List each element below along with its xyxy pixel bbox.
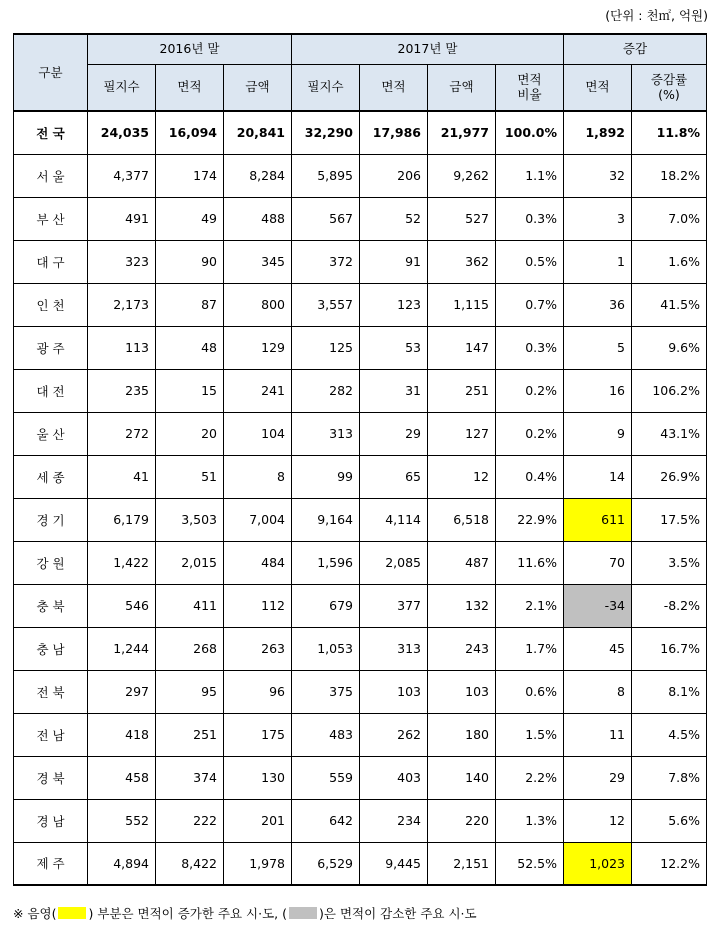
table-row [14,197,707,240]
footnote-suffix: )은 면적이 감소한 주요 시·도 [319,906,477,921]
cell-2017-area-ratio: 22.9% [496,498,564,541]
cell-2017-area-ratio: 0.6% [496,670,564,713]
table-row [14,799,707,842]
cell-2016-parcels: 272 [88,412,156,455]
cell-change-area: 70 [564,541,632,584]
cell-change-rate: 8.1% [632,670,707,713]
cell-2017-parcels: 125 [292,326,360,369]
cell-2017-parcels: 372 [292,240,360,283]
header-change-rate-line1: 증감률 [650,71,688,87]
cell-2016-amount: 201 [224,799,292,842]
cell-2017-area: 91 [360,240,428,283]
row-label: 경 남 [14,799,88,842]
cell-2017-parcels: 282 [292,369,360,412]
cell-2016-amount: 345 [224,240,292,283]
gray-swatch [289,907,317,919]
row-label: 서 울 [14,154,88,197]
header-2017: 2017년 말 [292,34,564,64]
row-label: 세 종 [14,455,88,498]
cell-change-area: 9 [564,412,632,455]
cell-change-area: 45 [564,627,632,670]
table-row [14,240,707,283]
cell-2017-parcels: 1,596 [292,541,360,584]
cell-2016-parcels: 1,422 [88,541,156,584]
cell-2016-area: 95 [156,670,224,713]
cell-2017-amount: 487 [428,541,496,584]
cell-2017-area-ratio: 100.0% [496,111,564,154]
row-label: 부 산 [14,197,88,240]
cell-2016-area: 20 [156,412,224,455]
cell-change-rate: 17.5% [632,498,707,541]
cell-change-area: 1,023 [564,842,632,885]
table-row [14,670,707,713]
cell-change-rate: 12.2% [632,842,707,885]
cell-2016-area: 251 [156,713,224,756]
cell-change-rate: 26.9% [632,455,707,498]
cell-2017-area: 206 [360,154,428,197]
cell-2017-amount: 362 [428,240,496,283]
table-row [14,283,707,326]
cell-2017-amount: 21,977 [428,111,496,154]
cell-2017-area: 29 [360,412,428,455]
cell-2017-area-ratio: 1.5% [496,713,564,756]
footnote-mid: ) 부분은 면적이 증가한 주요 시·도, ( [88,906,288,921]
cell-change-area: 32 [564,154,632,197]
cell-change-rate: 1.6% [632,240,707,283]
cell-2017-area: 31 [360,369,428,412]
table-row-total [14,111,707,154]
table-body [14,111,707,885]
cell-2017-parcels: 559 [292,756,360,799]
cell-2017-area: 65 [360,455,428,498]
cell-2017-area: 2,085 [360,541,428,584]
cell-2017-area-ratio: 1.1% [496,154,564,197]
cell-2016-area: 51 [156,455,224,498]
header-area-ratio-line1: 면적 [517,71,542,87]
cell-2017-area-ratio: 0.3% [496,197,564,240]
cell-2016-amount: 175 [224,713,292,756]
cell-2016-parcels: 323 [88,240,156,283]
cell-change-rate: -8.2% [632,584,707,627]
cell-2017-parcels: 6,529 [292,842,360,885]
cell-2016-amount: 1,978 [224,842,292,885]
cell-2016-area: 411 [156,584,224,627]
table-row [14,713,707,756]
cell-2016-parcels: 24,035 [88,111,156,154]
row-label: 전 북 [14,670,88,713]
header-2017-parcels: 필지수 [292,64,360,111]
header-change-area: 면적 [564,64,632,111]
cell-2017-area-ratio: 1.7% [496,627,564,670]
cell-change-area: 12 [564,799,632,842]
cell-2017-area: 17,986 [360,111,428,154]
table-row [14,326,707,369]
row-label: 울 산 [14,412,88,455]
table-row [14,584,707,627]
row-label: 경 기 [14,498,88,541]
cell-2016-area: 87 [156,283,224,326]
cell-change-rate: 43.1% [632,412,707,455]
cell-2017-parcels: 483 [292,713,360,756]
cell-2017-area: 403 [360,756,428,799]
cell-2016-parcels: 458 [88,756,156,799]
cell-2016-area: 3,503 [156,498,224,541]
cell-2016-area: 374 [156,756,224,799]
cell-2016-parcels: 546 [88,584,156,627]
footnote-prefix: ※ 음영( [13,906,57,921]
header-change-rate-line2: (%) [658,87,680,103]
cell-2017-amount: 6,518 [428,498,496,541]
cell-2017-area: 377 [360,584,428,627]
cell-2016-parcels: 552 [88,799,156,842]
cell-change-rate: 9.6% [632,326,707,369]
cell-change-area: 611 [564,498,632,541]
header-2017-amount: 금액 [428,64,496,111]
cell-2017-area: 4,114 [360,498,428,541]
cell-2017-area-ratio: 0.4% [496,455,564,498]
cell-2017-parcels: 1,053 [292,627,360,670]
cell-2016-parcels: 1,244 [88,627,156,670]
cell-2016-parcels: 4,894 [88,842,156,885]
cell-change-area: 16 [564,369,632,412]
header-area-ratio-line2: 비율 [517,87,542,103]
cell-2016-area: 222 [156,799,224,842]
cell-change-rate: 41.5% [632,283,707,326]
cell-2016-area: 268 [156,627,224,670]
cell-2016-amount: 112 [224,584,292,627]
cell-change-rate: 11.8% [632,111,707,154]
cell-2016-area: 8,422 [156,842,224,885]
header-change: 증감 [564,34,707,64]
cell-2016-area: 174 [156,154,224,197]
cell-2016-amount: 800 [224,283,292,326]
land-statistics-table [13,33,707,886]
cell-2017-amount: 127 [428,412,496,455]
cell-2017-parcels: 642 [292,799,360,842]
cell-change-area: 36 [564,283,632,326]
cell-2016-parcels: 4,377 [88,154,156,197]
cell-2016-area: 90 [156,240,224,283]
cell-2017-amount: 9,262 [428,154,496,197]
header-2017-area: 면적 [360,64,428,111]
cell-2017-parcels: 99 [292,455,360,498]
cell-2017-parcels: 375 [292,670,360,713]
cell-change-rate: 18.2% [632,154,707,197]
unit-note: (단위 : 천㎡, 억원) [605,8,708,23]
cell-2016-amount: 488 [224,197,292,240]
cell-2016-area: 48 [156,326,224,369]
table-row [14,842,707,885]
cell-change-rate: 5.6% [632,799,707,842]
footnote [13,904,477,922]
cell-2016-parcels: 491 [88,197,156,240]
cell-2016-parcels: 113 [88,326,156,369]
cell-2017-area-ratio: 0.2% [496,412,564,455]
cell-2017-amount: 220 [428,799,496,842]
cell-2017-amount: 1,115 [428,283,496,326]
cell-2017-amount: 527 [428,197,496,240]
table-row [14,369,707,412]
cell-2016-parcels: 2,173 [88,283,156,326]
cell-2017-area: 53 [360,326,428,369]
cell-2016-amount: 8 [224,455,292,498]
cell-change-area: 8 [564,670,632,713]
cell-change-area: 3 [564,197,632,240]
cell-change-area: 29 [564,756,632,799]
cell-2016-amount: 484 [224,541,292,584]
cell-2017-parcels: 32,290 [292,111,360,154]
cell-2016-amount: 20,841 [224,111,292,154]
cell-2016-amount: 7,004 [224,498,292,541]
cell-2016-amount: 96 [224,670,292,713]
cell-2017-parcels: 567 [292,197,360,240]
cell-2017-amount: 251 [428,369,496,412]
cell-2017-amount: 2,151 [428,842,496,885]
cell-2016-amount: 129 [224,326,292,369]
cell-2016-amount: 104 [224,412,292,455]
cell-2017-area-ratio: 52.5% [496,842,564,885]
cell-2016-amount: 8,284 [224,154,292,197]
row-label: 제 주 [14,842,88,885]
cell-2016-area: 49 [156,197,224,240]
row-label: 전 남 [14,713,88,756]
header-2016-area: 면적 [156,64,224,111]
header-change-rate [632,64,707,111]
cell-2017-area-ratio: 0.2% [496,369,564,412]
cell-2017-area-ratio: 0.3% [496,326,564,369]
cell-2017-area-ratio: 0.7% [496,283,564,326]
cell-2016-area: 16,094 [156,111,224,154]
table-row [14,455,707,498]
cell-2017-amount: 147 [428,326,496,369]
cell-2017-amount: 140 [428,756,496,799]
row-label: 인 천 [14,283,88,326]
row-label: 광 주 [14,326,88,369]
cell-2017-amount: 132 [428,584,496,627]
row-label: 강 원 [14,541,88,584]
cell-change-area: 14 [564,455,632,498]
cell-2017-area: 262 [360,713,428,756]
cell-2016-amount: 241 [224,369,292,412]
cell-2017-amount: 103 [428,670,496,713]
cell-2016-parcels: 6,179 [88,498,156,541]
cell-2017-area: 9,445 [360,842,428,885]
cell-2017-area: 123 [360,283,428,326]
cell-2017-area-ratio: 2.1% [496,584,564,627]
cell-2017-parcels: 5,895 [292,154,360,197]
row-label: 충 남 [14,627,88,670]
table-row [14,756,707,799]
cell-2017-amount: 180 [428,713,496,756]
table-row [14,627,707,670]
header-2016-parcels: 필지수 [88,64,156,111]
cell-change-area: 1 [564,240,632,283]
cell-2016-parcels: 297 [88,670,156,713]
row-label: 충 북 [14,584,88,627]
cell-2017-amount: 12 [428,455,496,498]
cell-2017-parcels: 679 [292,584,360,627]
yellow-swatch [58,907,86,919]
row-label: 전 국 [14,111,88,154]
row-label: 대 전 [14,369,88,412]
row-label: 대 구 [14,240,88,283]
cell-change-area: -34 [564,584,632,627]
header-category: 구분 [14,34,88,111]
cell-change-area: 5 [564,326,632,369]
header-2016-amount: 금액 [224,64,292,111]
cell-change-rate: 4.5% [632,713,707,756]
cell-2017-area: 52 [360,197,428,240]
cell-2017-area: 103 [360,670,428,713]
cell-2017-area-ratio: 0.5% [496,240,564,283]
cell-2016-area: 15 [156,369,224,412]
cell-2016-amount: 130 [224,756,292,799]
cell-2017-area: 313 [360,627,428,670]
cell-2017-amount: 243 [428,627,496,670]
cell-2016-parcels: 41 [88,455,156,498]
cell-2017-area-ratio: 2.2% [496,756,564,799]
cell-change-area: 11 [564,713,632,756]
header-2017-area-ratio [496,64,564,111]
cell-change-rate: 7.8% [632,756,707,799]
cell-change-rate: 106.2% [632,369,707,412]
table-row [14,498,707,541]
cell-2016-parcels: 418 [88,713,156,756]
cell-2016-parcels: 235 [88,369,156,412]
cell-2017-parcels: 3,557 [292,283,360,326]
table-row [14,154,707,197]
table-row [14,541,707,584]
cell-2017-parcels: 313 [292,412,360,455]
row-label: 경 북 [14,756,88,799]
header-2016: 2016년 말 [88,34,292,64]
cell-change-rate: 16.7% [632,627,707,670]
cell-2017-parcels: 9,164 [292,498,360,541]
cell-2017-area: 234 [360,799,428,842]
cell-2016-area: 2,015 [156,541,224,584]
cell-change-rate: 7.0% [632,197,707,240]
cell-2017-area-ratio: 1.3% [496,799,564,842]
cell-2016-amount: 263 [224,627,292,670]
cell-change-area: 1,892 [564,111,632,154]
cell-2017-area-ratio: 11.6% [496,541,564,584]
table-row [14,412,707,455]
cell-change-rate: 3.5% [632,541,707,584]
